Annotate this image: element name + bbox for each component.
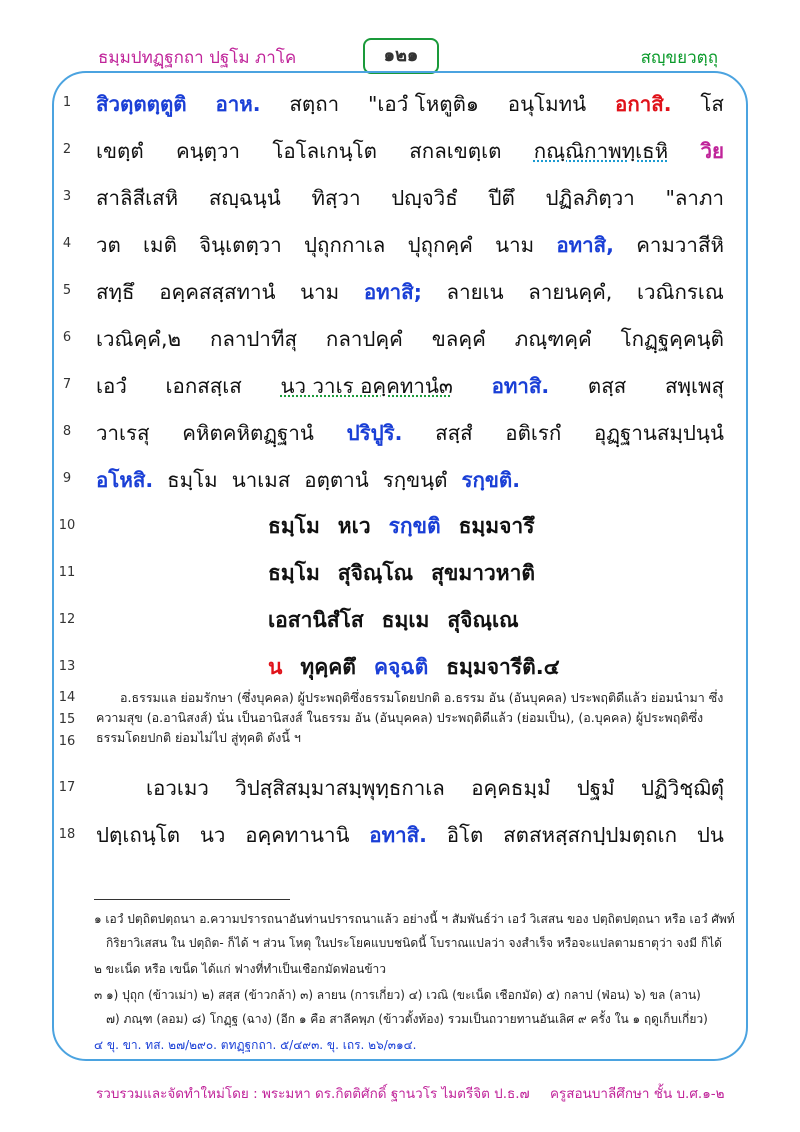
book-title: ธมฺมปทฏฺฐกถา ปฐโม ภาโค — [98, 48, 297, 68]
word: อทาสิ. — [491, 374, 550, 398]
text-line-3 — [96, 182, 724, 215]
word: นว — [199, 823, 226, 847]
footnote-3-cont: ๗) ภณฺฑ (ลอม) ๘) โกฏฺฐ (ฉาง) (อีก ๑ คือ สาลีคพฺภ (ข้าวตั้งท้อง) รวมเป็นถวายทานอันเลิศ ๙ ครั้ง ใน ๑ ฤดูเก็บเกี่ยว) — [106, 1012, 708, 1026]
word: ปฏิวิชฺฌิตุํ — [640, 776, 724, 800]
footnote-4: ๔ ขุ. ขา. ทส. ๒๗/๒๙๐. ตทฏฺฐกถา. ๕/๔๙๓. ขุ. เถร. ๒๖/๓๑๔. — [94, 1038, 417, 1052]
word: ธมฺมจารีติ.๔ — [446, 655, 560, 679]
word: คจฺฉติ — [373, 655, 429, 679]
word: นาเมส — [231, 468, 291, 492]
word: ตสฺส — [587, 374, 627, 398]
word: สตสหสฺสกปฺปมตฺถเก — [503, 823, 678, 847]
word: ปีตึ — [488, 186, 515, 210]
line-number: 8 — [62, 424, 72, 439]
text-line-17 — [96, 772, 724, 805]
word: เอวเมว — [146, 776, 209, 800]
word: เวณิคฺคํ,๒ — [96, 327, 181, 351]
word: คนฺตฺวา — [175, 139, 241, 163]
word: ลายเน — [446, 280, 504, 304]
word: สุจิณฺโณ — [337, 561, 414, 585]
word: อตฺตานํ — [304, 468, 369, 492]
verse-line-13 — [268, 651, 578, 684]
word: สตฺถา — [289, 92, 340, 116]
translation-paragraph: อ.ธรรมแล ย่อมรักษา (ซึ่งบุคคล) ผู้ประพฤติซึ่งธรรมโดยปกติ อ.ธรรม อัน (อันบุคคล) ประพฤติดีแล้ว ย่อมนำมา ซึ่งความสุข (อ.อานิสงส์) นั่น เป็นอานิสงส์ ในธรรม อัน (อันบุคคล) ประพฤติดีแล้ว (ย่อมเป็น), (อ.บุคคล) ผู้ประพฤติซึ่งธรรมโดยปกติ ย่อมไม่ไป สู่ทุคติ ดังนี้ ฯ — [96, 690, 724, 745]
word: ปุถุกคฺคํ — [407, 233, 473, 257]
footer-course: ครูสอนบาลีศึกษา ชั้น บ.ศ.๑-๒ — [550, 1086, 725, 1102]
text-line-6 — [96, 323, 724, 356]
word: อคฺคทานานิ — [245, 823, 350, 847]
word: ลายนคฺคํ, — [528, 280, 613, 304]
text-line-8 — [96, 417, 724, 450]
word: จินฺเตตฺวา — [199, 233, 282, 257]
word: นาม — [495, 233, 535, 257]
word: น — [268, 655, 283, 679]
word: ปุถุกกาเล — [304, 233, 386, 257]
word: เอกสสฺเส — [165, 374, 242, 398]
word: สกลเขตฺเต — [409, 139, 502, 163]
word: กลาปาทีสุ — [209, 327, 297, 351]
word: เขตฺตํ — [96, 139, 144, 163]
word: อทาสิ. — [369, 823, 427, 847]
word: ภณฺฑคฺคํ — [514, 327, 592, 351]
word: อโหสิ. — [96, 468, 154, 492]
text-line-9 — [96, 464, 724, 497]
footnote-3: ๓ ๑) ปุถุก (ข้าวเม่า) ๒) สสฺส (ข้าวกล้า) ๓) ลายน (การเกี่ยว) ๔) เวณิ (ขะเน็ด เชือกมัด) ๕) กลาป (ฟ่อน) ๖) ขล (ลาน) — [94, 988, 701, 1002]
line-number: 14 — [58, 690, 76, 705]
line-number: 3 — [62, 189, 72, 204]
word: ปตฺเถนฺโต — [96, 823, 181, 847]
word: คหิตคหิตฏฺฐานํ — [182, 421, 314, 445]
word: สุขมาวหาติ — [431, 561, 536, 585]
word: เอสานิสํโส — [268, 608, 364, 632]
word: สญฺฉนฺนํ — [208, 186, 281, 210]
word: ปฐมํ — [576, 776, 615, 800]
word: นาม — [300, 280, 340, 304]
line-number: 6 — [62, 330, 72, 345]
word: อิโต — [446, 823, 484, 847]
word: โกฏฺฐคฺคนฺติ — [620, 327, 724, 351]
line-number: 5 — [62, 283, 72, 298]
word: ปญฺจวิธํ — [391, 186, 458, 210]
word: "ลาภา — [665, 186, 724, 210]
line-number: 18 — [58, 827, 76, 842]
word: ธมฺโม — [167, 468, 218, 492]
line-number: 1 — [62, 95, 72, 110]
word: สสฺสํ — [435, 421, 473, 445]
line-number: 15 — [58, 712, 76, 727]
text-line-4 — [96, 229, 724, 262]
word: สิวตฺตตฺตูติ — [96, 92, 187, 116]
section-title: สญฺขยวตฺถุ — [640, 48, 718, 68]
text-line-1 — [96, 88, 724, 121]
verse-line-12 — [268, 604, 537, 637]
word: รกฺขติ — [388, 514, 441, 538]
verse-line-10 — [268, 510, 553, 543]
word: อคฺคสสฺสทานํ — [159, 280, 276, 304]
word: อติเรกํ — [505, 421, 562, 445]
word: คามวาสีหิ — [636, 233, 724, 257]
line-number: 9 — [62, 471, 72, 486]
word: รกฺขนฺตํ — [382, 468, 448, 492]
text-line-18 — [96, 819, 724, 852]
footer-author: รวบรวมและจัดทำใหม่โดย : พระมหา ดร.กิตติศักดิ์ ฐานวโร ไมตรีจิต ป.ธ.๗ — [96, 1086, 530, 1102]
line-number: 2 — [62, 142, 72, 157]
line-number: 4 — [62, 236, 72, 251]
line-number: 13 — [58, 659, 76, 674]
word: กลาปคฺคํ — [325, 327, 403, 351]
word: เอวํ — [96, 374, 127, 398]
word: วต — [96, 233, 121, 257]
line-number: 7 — [62, 377, 72, 392]
word: วาเรสุ — [96, 421, 150, 445]
text-line-5 — [96, 276, 724, 309]
verse-line-11 — [268, 557, 553, 590]
word: สทฺธึ — [96, 280, 135, 304]
word: อกาสิ. — [615, 92, 672, 116]
word: อนุโมทนํ — [507, 92, 587, 116]
word: ธมฺมจารึ — [458, 514, 535, 538]
word: ทิสฺวา — [311, 186, 361, 210]
word: วิปสฺสิสมฺมาสมฺพุทฺธกาเล — [235, 776, 445, 800]
word: อคฺคธมฺมํ — [471, 776, 551, 800]
footnote-1-cont: กิริยาวิเสสน ใน ปตฺถิต- ก็ได้ ฯ ส่วน โหตุ ในประโยคแบบชนิดนี้ โบราณแปลว่า จงสำเร็จ หรือจะแปลตามธาตุว่า จงมี ก็ได้ — [106, 936, 722, 950]
word: สพฺเพสุ — [664, 374, 724, 398]
word: สุจิณฺเณ — [447, 608, 519, 632]
word: นว วาเร อคฺคทานํ๓ — [280, 374, 453, 398]
line-number: 16 — [58, 734, 76, 749]
page-number: ๑๒๑ — [363, 38, 439, 74]
word: เวณิกรเณ — [636, 280, 724, 304]
line-number: 12 — [58, 612, 76, 627]
word: ปฏิลภิตฺวา — [545, 186, 635, 210]
word: ขลคฺคํ — [431, 327, 486, 351]
footnote-separator — [94, 899, 290, 900]
word: "เอวํ โหตูติ๑ — [368, 92, 479, 116]
word: อทาสิ, — [556, 233, 614, 257]
footnote-2: ๒ ขะเน็ด หรือ เขน็ด ได้แก่ ฟางที่ทำเป็นเชือกมัดฟ่อนข้าว — [94, 962, 387, 976]
footnote-1: ๑ เอวํ ปตฺถิตปตฺถนา อ.ความปรารถนาอันท่านปรารถนาแล้ว อย่างนี้ ฯ สัมพันธ์ว่า เอวํ วิเสสน ของ ปตฺถิตปตฺถนา หรือ เอวํ ศัพท์ — [94, 912, 735, 926]
word: อาห. — [215, 92, 261, 116]
word: ปน — [696, 823, 724, 847]
word: อุฏฺฐานสมฺปนฺนํ — [593, 421, 724, 445]
word: อทาสิ; — [363, 280, 422, 304]
word: โอโลเกนฺโต — [272, 139, 377, 163]
word: ธมฺโม — [268, 561, 320, 585]
word: สาลิสีเสหิ — [96, 186, 179, 210]
word: หเว — [337, 514, 371, 538]
word: รกฺขติ. — [461, 468, 521, 492]
word: ธมฺเม — [381, 608, 430, 632]
word: โส — [700, 92, 724, 116]
word: กณฺณิกาพทฺเธหิ — [533, 139, 669, 163]
line-number: 10 — [58, 518, 76, 533]
word: ทุคฺคตึ — [300, 655, 356, 679]
word: วิย — [700, 139, 724, 163]
word: เมติ — [143, 233, 177, 257]
word: ธมฺโม — [268, 514, 320, 538]
word: ปริปูริ. — [346, 421, 403, 445]
text-line-7 — [96, 370, 724, 403]
text-line-2 — [96, 135, 724, 168]
line-number: 11 — [58, 565, 76, 580]
line-number: 17 — [58, 780, 76, 795]
